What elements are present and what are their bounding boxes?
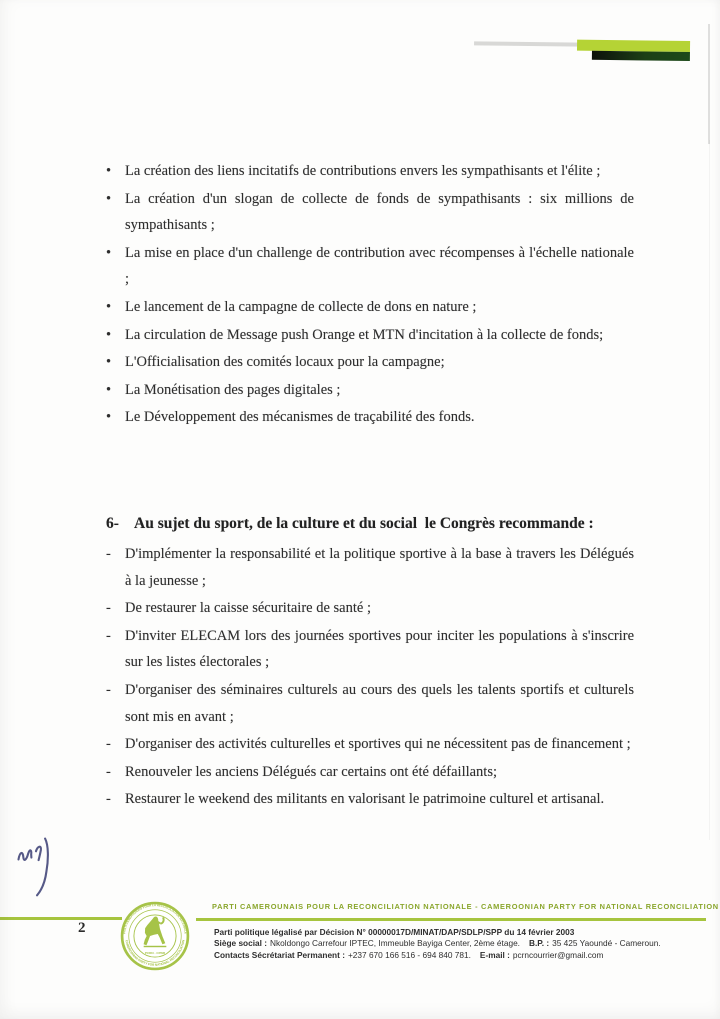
list-item-text: De restaurer la caisse sécuritaire de santé ; xyxy=(125,600,371,617)
logo-ring-text-bottom: CAMEROONIAN PARTY FOR NATIONAL RECONCILIATION xyxy=(124,939,186,967)
logo-acronym: PCRN - CPNR xyxy=(144,951,166,955)
bp-label: B.P. : xyxy=(529,938,550,949)
dash-icon: - xyxy=(106,627,111,644)
logo-ring-text-top: PARTI CAMEROUNAIS POUR LA RECONCILIATION NATIONALE xyxy=(122,903,188,935)
page-number: 2 xyxy=(78,920,86,936)
list-item xyxy=(106,294,634,321)
list-item-text: La création d'un slogan de collecte de fonds de sympathisants : six millions de sympathisants ; xyxy=(125,190,634,234)
banner-dark-bar xyxy=(592,51,690,61)
section-title: Au sujet du sport, de la culture et du social le Congrès recommande : xyxy=(134,515,594,532)
dash-icon: - xyxy=(106,736,111,753)
section-number: 6- xyxy=(106,515,119,532)
party-name-banner: PARTI CAMEROUNAIS POUR LA RECONCILIATION NATIONALE - CAMEROONIAN PARTY FOR NATIONAL RECONCILIATION xyxy=(212,902,719,911)
list-item-text: La Monétisation des pages digitales ; xyxy=(125,381,341,398)
dash-icon: - xyxy=(106,791,111,808)
list-item-text: D'organiser des séminaires culturels au cours des quels les talents sportifs et culturels sont mis en avant ; xyxy=(125,681,634,725)
bullet-list xyxy=(106,158,634,432)
list-item xyxy=(106,731,634,758)
list-item xyxy=(106,677,634,730)
section-heading xyxy=(106,515,646,533)
list-item-text: La circulation de Message push Orange et MTN d'incitation à la collecte de fonds; xyxy=(125,326,604,343)
list-item-text: D'inviter ELECAM lors des journées sportives pour inciter les populations à s'inscrire sur les listes électorales ; xyxy=(125,627,634,671)
contacts-line xyxy=(214,950,694,961)
list-item-text: Le lancement de la campagne de collecte de dons en nature ; xyxy=(125,298,477,315)
list-item-text: La création des liens incitatifs de contributions envers les sympathisants et l'élite ; xyxy=(125,163,601,179)
legal-line: Parti politique légalisé par Décision N° 00000017D/MINAT/DAP/SDLP/SPP du 14 février 2003 xyxy=(214,927,575,937)
list-item-text: D'implémenter la responsabilité et la politique sportive à la base à travers les Délégués à la jeunesse ; xyxy=(125,546,634,589)
contacts-value: +237 670 166 516 - 694 840 781. xyxy=(347,949,471,960)
list-item xyxy=(106,240,634,293)
bullet-icon: • xyxy=(106,298,112,315)
dash-icon: - xyxy=(106,546,111,562)
party-logo xyxy=(119,900,191,972)
contacts-label: Contacts Sécrétariat Permanent : xyxy=(214,949,345,960)
siege-label: Siège social : xyxy=(214,938,268,949)
bullet-icon: • xyxy=(106,326,112,343)
list-item xyxy=(106,623,634,676)
list-item xyxy=(106,349,634,376)
list-item xyxy=(106,377,634,404)
list-item xyxy=(106,404,634,431)
handwritten-initials-mark xyxy=(10,826,72,910)
bullet-icon: • xyxy=(106,354,112,371)
bullet-icon: • xyxy=(106,163,112,179)
footer-info xyxy=(214,927,694,961)
list-item xyxy=(106,541,634,594)
siege-value: Nkoldongo Carrefour IPTEC, Immeuble Bayiga Center, 2ème étage. xyxy=(270,938,520,949)
address-line xyxy=(214,938,694,949)
bullet-icon: • xyxy=(106,244,112,261)
scan-edge-line xyxy=(708,24,710,144)
footer-rule-right xyxy=(196,918,706,921)
email-label: E-mail : xyxy=(479,949,510,960)
list-item xyxy=(106,786,634,813)
dash-icon: - xyxy=(106,763,111,780)
list-item-text: La mise en place d'un challenge de contribution avec récompenses à l'échelle nationale ; xyxy=(125,244,634,288)
top-banner xyxy=(0,0,720,80)
list-item-text: Restaurer le weekend des militants en valorisant le patrimoine culturel et artisanal. xyxy=(125,791,605,808)
list-item-text: Renouveler les anciens Délégués car certains ont été défaillants; xyxy=(125,763,498,780)
bullet-icon: • xyxy=(106,381,112,398)
list-item xyxy=(106,186,634,239)
list-item xyxy=(106,595,634,622)
list-item xyxy=(106,759,634,786)
list-item-text: L'Officialisation des comités locaux pour la campagne; xyxy=(125,354,445,371)
dash-icon: - xyxy=(106,600,111,617)
footer-rule-left xyxy=(0,917,122,920)
dash-icon: - xyxy=(106,681,111,698)
list-item-text: Le Développement des mécanismes de traçabilité des fonds. xyxy=(125,409,475,426)
bp-value: 35 425 Yaoundé - Cameroun. xyxy=(552,938,661,949)
bullet-icon: • xyxy=(106,409,112,426)
list-item xyxy=(106,322,634,349)
list-item xyxy=(106,158,634,185)
bullet-icon: • xyxy=(106,190,112,207)
list-item-text: D'organiser des activités culturelles et sportives qui ne nécessitent pas de financement ; xyxy=(125,736,631,753)
banner-gray-strip xyxy=(474,41,582,46)
email-value: pcrncourrier@gmail.com xyxy=(512,949,604,960)
dash-list xyxy=(106,541,634,814)
scan-edge-line-faint xyxy=(709,140,710,840)
